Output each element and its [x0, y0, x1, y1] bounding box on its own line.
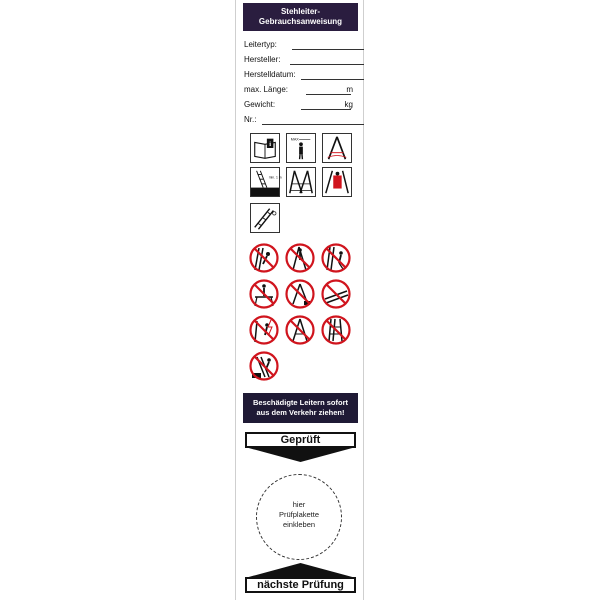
svg-text:MAX: MAX — [290, 137, 299, 142]
field-max-length[interactable]: max. Länge: m — [244, 85, 353, 94]
no-electrical-contact-icon — [249, 315, 279, 345]
ladder-lean-icon — [250, 203, 280, 233]
field-manufacture-date[interactable]: Herstelldatum: — [244, 70, 359, 84]
ladder-angle-icon — [322, 133, 352, 163]
no-stacking-icon — [321, 315, 351, 345]
min-1m-overhang-icon — [250, 167, 280, 197]
checked-label: Geprüft — [245, 432, 356, 448]
ladder-label — [235, 0, 364, 600]
max-load-person-icon — [286, 133, 316, 163]
no-climbing-top-icon — [285, 243, 315, 273]
checked-arrow-icon — [245, 447, 356, 463]
damaged-ladder-warning: Beschädigte Leitern sofort aus dem Verkehr ziehen! — [243, 393, 358, 423]
info-manual-icon — [250, 133, 280, 163]
svg-text:min. 1 m: min. 1 m — [268, 175, 282, 180]
no-slipping-icon — [249, 351, 279, 381]
field-ladder-type[interactable]: Leitertyp: — [244, 40, 359, 54]
no-uneven-ground-icon — [285, 279, 315, 309]
title-line-1: Stehleiter- — [280, 7, 321, 16]
field-number[interactable]: Nr.: — [244, 115, 359, 129]
no-side-step-icon — [321, 243, 351, 273]
ladder-load-icon — [322, 167, 352, 197]
next-inspection-label: nächste Prüfung — [245, 577, 356, 593]
no-standing-on-top-icon — [249, 279, 279, 309]
ladder-spreader-icon — [286, 167, 316, 197]
no-horizontal-use-icon — [321, 279, 351, 309]
svg-text:i: i — [269, 141, 272, 149]
title-line-2: Gebrauchsanweisung — [258, 17, 343, 26]
inspection-sticker-area: hier Prüfplakette einkleben — [256, 474, 342, 560]
label-title — [243, 3, 358, 31]
field-weight[interactable]: Gewicht: kg — [244, 100, 353, 109]
no-overreaching-icon — [249, 243, 279, 273]
no-transfer-icon — [285, 315, 315, 345]
field-manufacturer[interactable]: Hersteller: — [244, 55, 359, 69]
